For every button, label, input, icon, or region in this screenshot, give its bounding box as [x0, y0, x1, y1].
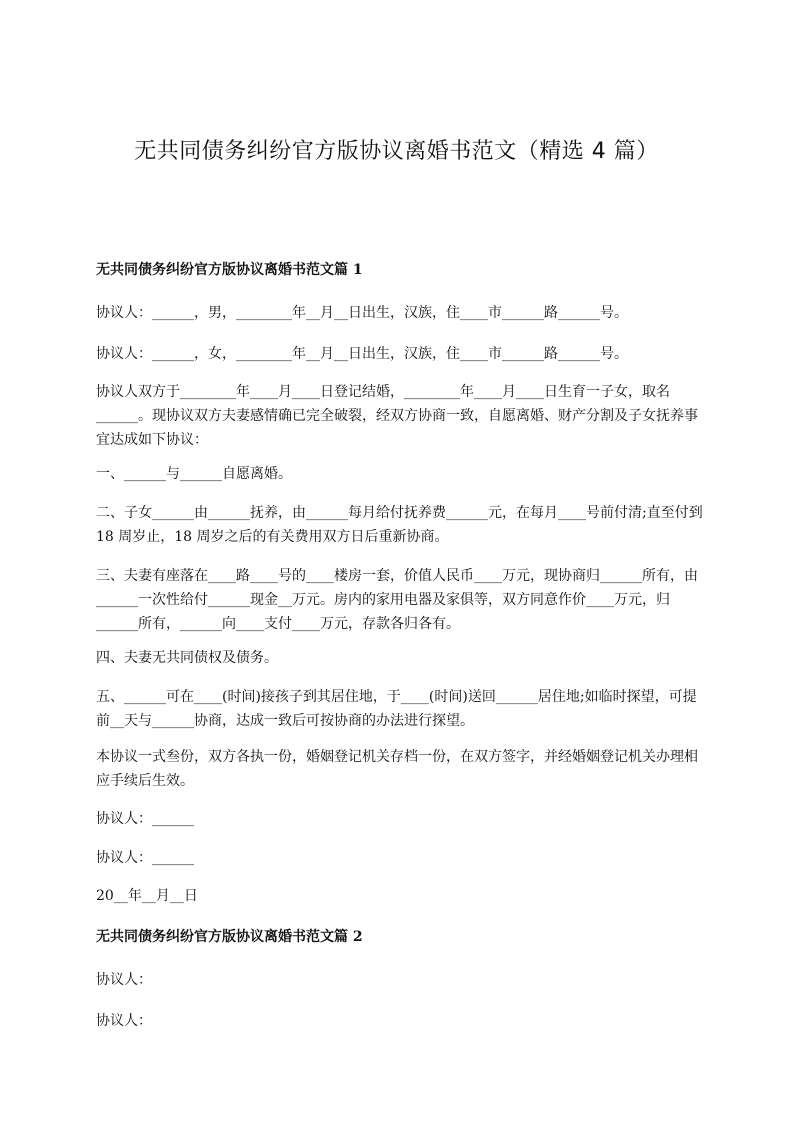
section1-signature2: 协议人：______ [96, 850, 194, 866]
section1-clause3: 三、夫妻有座落在____路____号的____楼房一套，价值人民币____万元，现协商归______所有，由______一次性给付______现金__万元。房内的家用电器及家俱等，双方同意作价____万元，归______所有，______向____支付____万元，存款各归各有。 [96, 568, 698, 632]
section1-intro: 协议人双方于________年____月____日登记结婚，________年____月____日生育一子女，取名______。现协议双方夫妻感情确已完全破裂，经双方协商一致，自愿离婚、财产分割及子女抚养事宜达成如下协议： [96, 384, 698, 448]
section1-clause5: 五、______可在____(时间)接孩子到其居住地，于____(时间)送回______居住地;如临时探望，可提前__天与______协商，达成一致后可按协商的办法进行探望。 [96, 689, 697, 729]
section2-party2: 协议人： [96, 1013, 152, 1029]
section2-heading: 无共同债务纠纷官方版协议离婚书范文篇 2 [96, 929, 363, 945]
section2-party1: 协议人： [96, 972, 152, 988]
section1-party2: 协议人：______，女，________年__月__日出生，汉族，住____市______路______号。 [96, 346, 628, 362]
section1-clause6: 本协议一式叁份，双方各执一份，婚姻登记机关存档一份，在双方签字，并经婚姻登记机关办理相应手续后生效。 [96, 749, 698, 789]
section1-party1: 协议人：______，男，________年__月__日出生，汉族，住____市______路______号。 [96, 305, 628, 321]
section1-clause1: 一、______与______自愿离婚。 [96, 466, 292, 482]
section1-clause4: 四、夫妻无共同债权及债务。 [96, 650, 278, 666]
section1-clause2: 二、子女______由______抚养，由______每月给付抚养费______元，在每月____号前付清;直至付到 18 周岁止，18 周岁之后的有关费用双方日后重新协商。 [96, 505, 708, 545]
section1-heading: 无共同债务纠纷官方版协议离婚书范文篇 1 [96, 262, 363, 278]
section1-date: 20__年__月__日 [96, 888, 198, 904]
section1-signature1: 协议人：______ [96, 811, 194, 827]
document-title: 无共同债务纠纷官方版协议离婚书范文（精选 4 篇） [134, 139, 659, 164]
